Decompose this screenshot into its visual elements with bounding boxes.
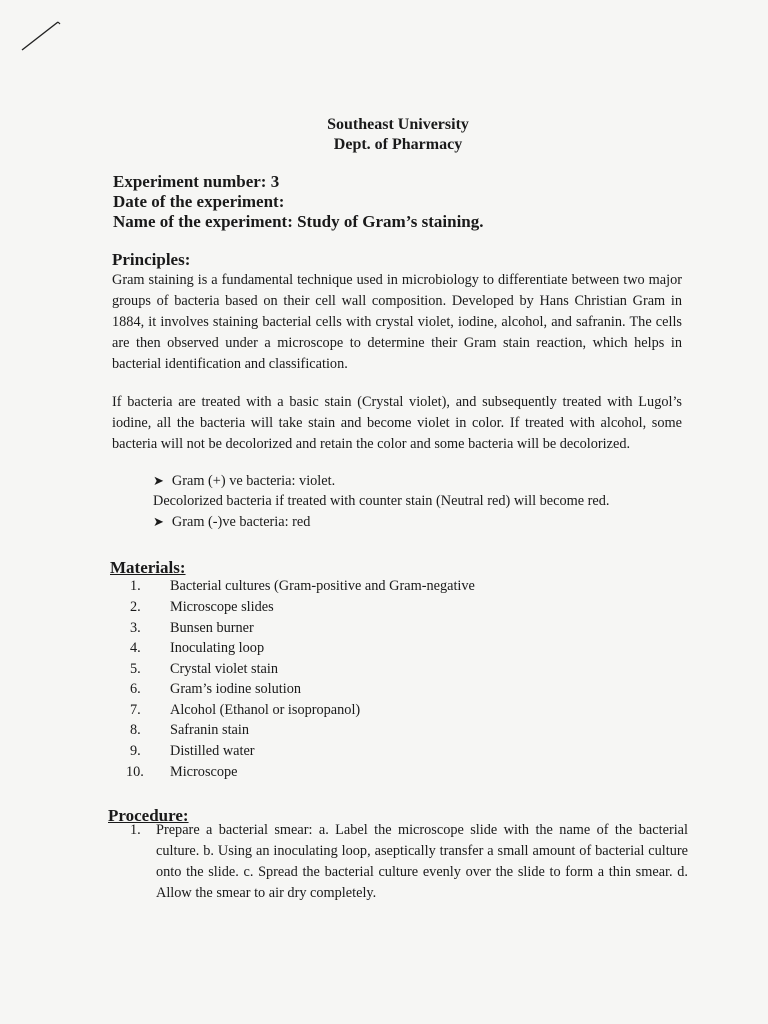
principles-paragraph-2: If bacteria are treated with a basic stain (Crystal violet), and subsequently treated with Lugol’s iodine, all the bacteria will take stain and become violet in color. If treated with alcohol, some bacteria will not be decolorized and retain the color and some bacteria will be decolorized. — [112, 394, 682, 452]
decolorized-line: Decolorized bacteria if treated with counter stain (Neutral red) will become red. — [153, 493, 610, 509]
principles-paragraph-1: Gram staining is a fundamental technique used in microbiology to differentiate between two major groups of bacteria based on their cell wall composition. Developed by Hans Christian Gram in 1884, it involves staining bacterial cells with crystal violet, iodine, alcohol, and safranin. The cells are then observed under a microscope to determine their Gram stain reaction, which helps in bacterial identification and classification. — [112, 272, 682, 372]
arrow-bullet-icon: ➤ — [153, 473, 164, 488]
pen-mark-icon — [18, 16, 68, 56]
list-item: 5. Crystal violet stain — [130, 661, 279, 677]
arrow-bullet-icon: ➤ — [153, 514, 164, 529]
experiment-number: Experiment number: 3 — [113, 172, 280, 191]
materials-heading: Materials: — [110, 558, 186, 577]
procedure-heading: Procedure: — [108, 806, 189, 825]
list-item: 1. Bacterial cultures (Gram-positive and Gram-negative — [130, 578, 475, 594]
list-item: 10. Microscope — [126, 764, 238, 780]
list-item: 7. Alcohol (Ethanol or isopropanol) — [130, 702, 361, 718]
step-text: Prepare a bacterial smear: a. Label the microscope slide with the name of the bacterial culture. b. Using an inoculating loop, aseptically transfer a small amount of bacterial culture onto the slide. c. Spread the bacterial culture evenly over the slide to form a thin smear. d. Allow the smear to air dry completely. — [156, 822, 688, 901]
bullet-gram-negative — [153, 514, 310, 531]
list-item: 6. Gram’s iodine solution — [130, 681, 302, 697]
list-item: 8. Safranin stain — [130, 722, 250, 738]
bullet-gram-positive-text: Gram (+) ve bacteria: violet. — [171, 473, 336, 489]
experiment-name: Name of the experiment: Study of Gram’s staining. — [113, 212, 484, 231]
bullet-gram-negative-text: Gram (-)ve bacteria: red — [171, 514, 311, 530]
principles-heading: Principles: — [112, 250, 191, 269]
university-name: Southeast University — [327, 116, 469, 133]
list-item: 2. Microscope slides — [130, 599, 274, 615]
list-item: 9. Distilled water — [130, 743, 255, 759]
experiment-date: Date of the experiment: — [113, 192, 285, 211]
bullet-gram-positive — [153, 473, 335, 490]
list-item: 4. Inoculating loop — [130, 640, 265, 656]
list-item: 3. Bunsen burner — [130, 620, 254, 636]
department-name: Dept. of Pharmacy — [333, 136, 463, 153]
step-number: 1. — [130, 822, 141, 838]
